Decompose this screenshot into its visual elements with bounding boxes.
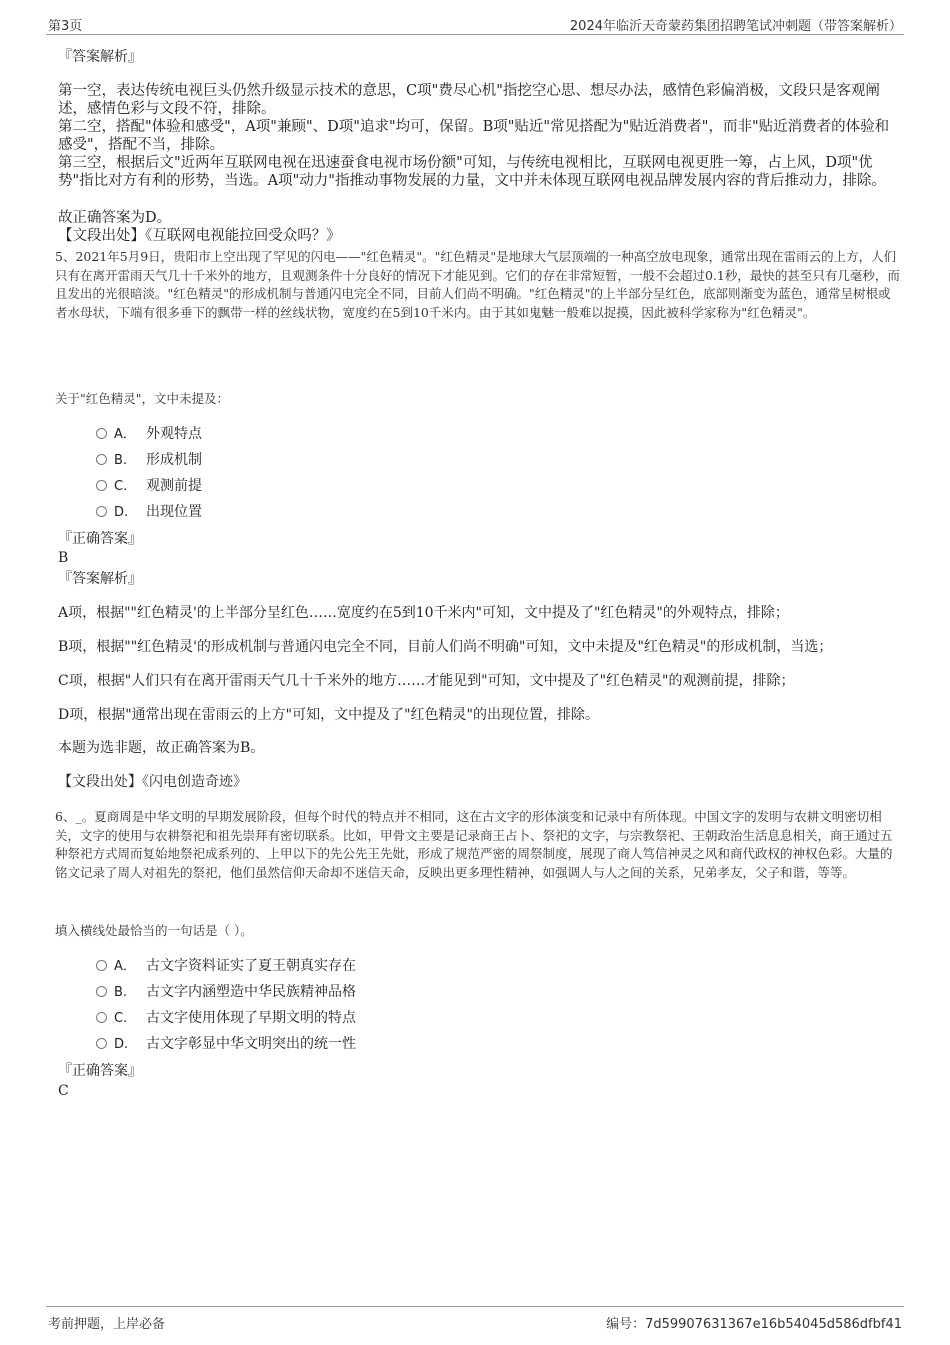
q4-analysis-p2: 第二空，搭配"体验和感受"，A项"兼顾"、D项"追求"均可，保留。B项"贴近"常见搭配为"贴近消费者"，而非"贴近消费者的体验和感受"，搭配不当，排除。 <box>58 119 890 153</box>
q6-answer-label: 『正确答案』 <box>58 1063 142 1079</box>
q6-prompt: 填入横线处最恰当的一句话是（ ）。 <box>55 923 253 938</box>
radio-icon[interactable] <box>96 1012 107 1023</box>
q5-answer-label: 『正确答案』 <box>58 531 142 547</box>
q6-option-a[interactable]: A． 古文字资料证实了夏王朝真实存在 <box>96 956 356 976</box>
q6-option-b[interactable]: B. 古文字内涵塑造中华民族精神品格 <box>96 982 356 1002</box>
q5-option-c[interactable]: C. 观测前提 <box>96 476 202 496</box>
q5-analysis-a: A项，根据""红色精灵'的上半部分呈红色……宽度约在5到10千米内"可知，文中提及了"红色精灵"的外观特点，排除； <box>58 605 789 621</box>
q5-analysis-c: C项，根据"人们只有在离开雷雨天气几十千米外的地方……才能见到"可知，文中提及了"红色精灵"的观测前提，排除； <box>58 673 795 689</box>
q5-analysis-b: B项，根据""红色精灵'的形成机制与普通闪电完全不同，目前人们尚不明确"可知，文中未提及"红色精灵"的形成机制，当选； <box>58 639 833 655</box>
q5-source: 【文段出处】《闪电创造奇迹》 <box>58 774 247 790</box>
q6-answer: C <box>58 1083 69 1099</box>
page-footer <box>46 1306 904 1332</box>
q6-option-c[interactable]: C. 古文字使用体现了早期文明的特点 <box>96 1008 356 1028</box>
q5-option-d[interactable]: D. 出现位置 <box>96 502 202 522</box>
q4-conclusion: 故正确答案为D。 <box>58 210 172 226</box>
radio-icon[interactable] <box>96 986 107 997</box>
radio-icon[interactable] <box>96 960 107 971</box>
q5-option-b[interactable]: B. 形成机制 <box>96 450 202 470</box>
q5-analysis-d: D项，根据"通常出现在雷雨云的上方"可知，文中提及了"红色精灵"的出现位置，排除。 <box>58 707 599 723</box>
document-id: 编号：7d59907631367e16b54045d586dfbf41 <box>606 1317 902 1332</box>
radio-icon[interactable] <box>96 428 107 439</box>
page-number: 第3页 <box>48 19 83 34</box>
q6-passage: 6、_。夏商周是中华文明的早期发展阶段，但每个时代的特点并不相同，这在古文字的形体演变和记录中有所体现。中国文字的发明与农耕文明密切相关，文字的使用与农耕祭祀和祖先崇拜有密切联系。比如，甲骨文主要是记录商王占卜、祭祀的文字，与宗教祭祀、王朝政治生活息息相关，商王通过五种祭祀方式周而复始地祭祀成系列的、上甲以下的先公先王先妣，形成了规范严密的周祭制度，展现了商人笃信神灵之风和商代政权的神权色彩。大量的铭文记录了周人对祖先的祭祀，他们虽然信仰天命却不迷信天命，反映出更多理性精神，如强调人与人之间的关系，兄弟孝友，父子和谐，等等。 <box>55 809 893 880</box>
footer-slogan: 考前押题，上岸必备 <box>48 1317 166 1332</box>
q4-source: 【文段出处】《互联网电视能拉回受众吗？》 <box>58 228 341 244</box>
q6-option-d[interactable]: D. 古文字彰显中华文明突出的统一性 <box>96 1034 356 1054</box>
q5-answer: B <box>58 550 69 566</box>
q5-passage: 5、2021年5月9日，贵阳市上空出现了罕见的闪电——"红色精灵"。"红色精灵"是地球大气层顶端的一种高空放电现象，通常出现在雷雨云的上方，人们只有在离开雷雨天气几十千米外的地方，且观测条件十分良好的情况下才能见到。它们的存在非常短暂，一般不会超过0.1秒，最快的甚至只有几毫秒，而且发出的光很暗淡。"红色精灵"的形成机制与普通闪电完全不同，目前人们尚不明确。"红色精灵"的上半部分呈红色，底部则渐变为蓝色，通常呈树根或者水母状，下端有很多垂下的飘带一样的丝线状物，宽度约在5到10千米内。由于其如鬼魅一般难以捉摸，因此被科学家称为"红色精灵"。 <box>55 249 900 320</box>
radio-icon[interactable] <box>96 506 107 517</box>
q5-option-a[interactable]: A． 外观特点 <box>96 424 202 444</box>
page-header <box>46 12 904 35</box>
document-title: 2024年临沂天奇蒙药集团招聘笔试冲刺题（带答案解析） <box>569 19 902 34</box>
radio-icon[interactable] <box>96 1038 107 1049</box>
q5-analysis-label: 『答案解析』 <box>58 571 142 587</box>
radio-icon[interactable] <box>96 454 107 465</box>
q4-analysis-p3: 第三空，根据后文"近两年互联网电视在迅速蚕食电视市场份额"可知，与传统电视相比，互联网电视更胜一筹，占上风，D项"优势"指比对方有利的形势，当选。A项"动力"指推动事物发展的力量，文中并未体现互联网电视品牌发展内容的背后推动力，排除。 <box>58 155 886 189</box>
q4-analysis-p1: 第一空，表达传统电视巨头仍然升级显示技术的意思，C项"费尽心机"指挖空心思、想尽办法，感情色彩偏消极，文段只是客观阐述，感情色彩与文段不符，排除。 <box>58 83 880 117</box>
q5-conclusion: 本题为选非题，故正确答案为B。 <box>58 740 265 756</box>
q5-prompt: 关于"红色精灵"，文中未提及： <box>55 391 229 406</box>
radio-icon[interactable] <box>96 480 107 491</box>
q4-analysis-label: 『答案解析』 <box>58 49 142 65</box>
